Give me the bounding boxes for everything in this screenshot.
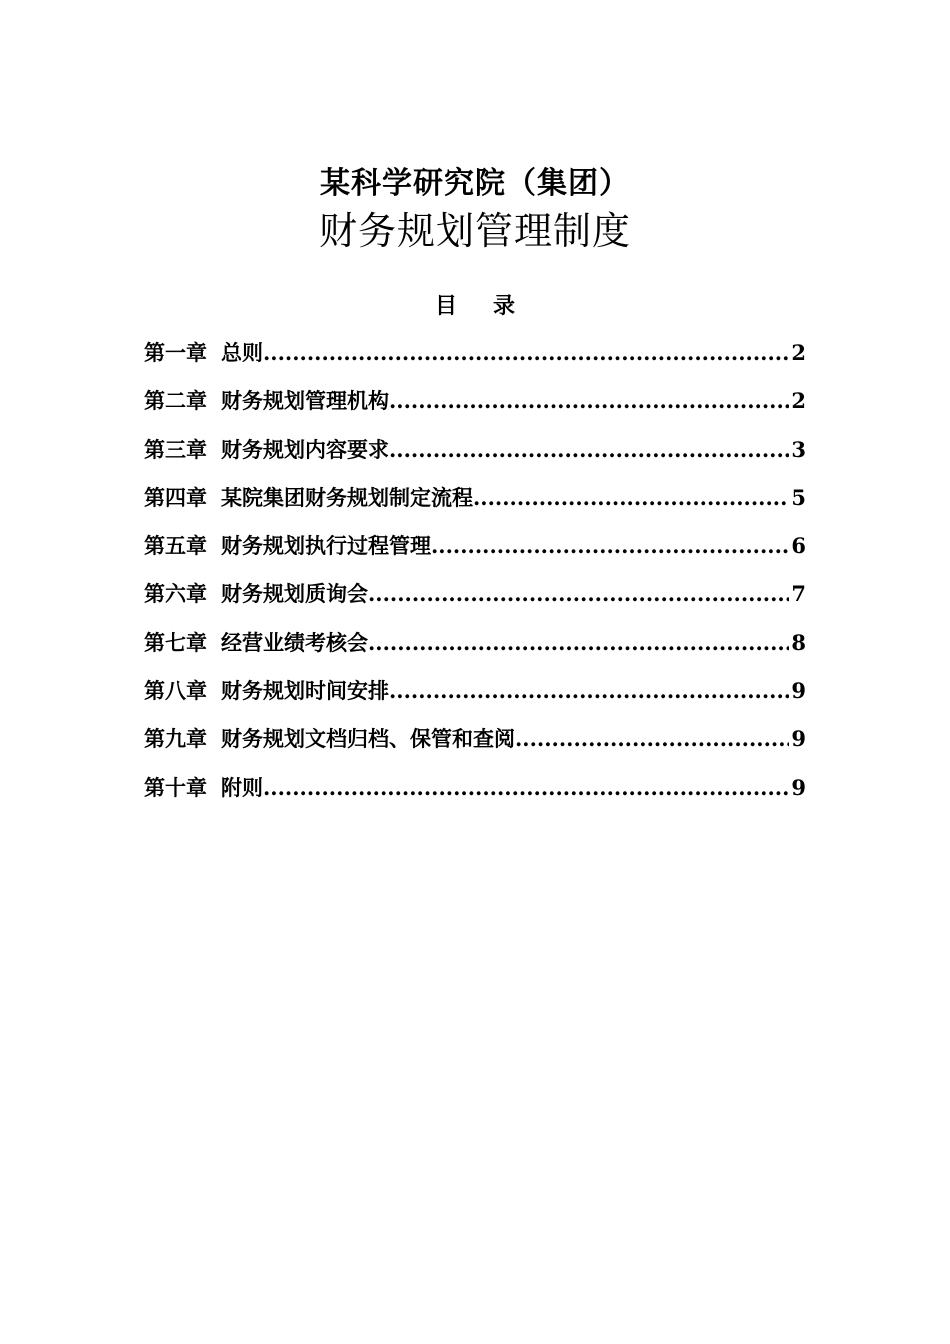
toc-page-number: 9	[791, 678, 806, 704]
toc-dot-leader	[263, 771, 789, 805]
toc-chapter-number: 第一章	[144, 340, 207, 365]
toc-dot-leader	[473, 481, 789, 515]
toc-chapter-number: 第十章	[144, 774, 207, 800]
toc-dot-leader	[389, 384, 789, 418]
toc-entry[interactable]	[144, 529, 806, 577]
toc-chapter-number: 第九章	[144, 726, 207, 752]
toc-entry[interactable]	[144, 626, 806, 674]
toc-dot-leader	[389, 674, 789, 708]
toc-dot-leader	[368, 626, 789, 660]
toc-page-number: 2	[791, 340, 806, 365]
table-of-contents	[144, 336, 806, 819]
toc-page-number: 5	[791, 484, 806, 510]
toc-dot-leader	[389, 433, 789, 467]
toc-page-number: 2	[791, 388, 806, 414]
toc-chapter-title: 总则	[221, 340, 263, 365]
toc-chapter-number: 第二章	[144, 388, 207, 414]
toc-dot-leader	[431, 529, 789, 563]
toc-chapter-title: 某院集团财务规划制定流程	[221, 484, 473, 510]
toc-entry[interactable]	[144, 674, 806, 722]
toc-chapter-title: 附则	[221, 774, 263, 800]
toc-page-number: 7	[791, 581, 806, 607]
toc-chapter-title: 财务规划内容要求	[221, 436, 389, 462]
toc-entry[interactable]	[144, 481, 806, 529]
toc-page-number: 9	[791, 726, 806, 752]
toc-chapter-number: 第五章	[144, 533, 207, 559]
toc-entry[interactable]	[144, 577, 806, 625]
toc-dot-leader	[515, 722, 789, 756]
toc-chapter-number: 第三章	[144, 436, 207, 462]
toc-chapter-title: 财务规划管理机构	[221, 388, 389, 414]
toc-page-number: 3	[791, 436, 806, 462]
toc-chapter-title: 财务规划质询会	[221, 581, 368, 607]
toc-chapter-title: 财务规划执行过程管理	[221, 533, 431, 559]
toc-chapter-number: 第七章	[144, 629, 207, 655]
toc-chapter-title: 经营业绩考核会	[221, 629, 368, 655]
organization-title: 某科学研究院（集团）	[320, 166, 630, 201]
toc-dot-leader	[368, 577, 789, 611]
toc-page-number: 6	[791, 533, 806, 559]
toc-page-number: 9	[791, 774, 806, 800]
toc-entry[interactable]	[144, 722, 806, 770]
toc-entry[interactable]	[144, 384, 806, 432]
document-title: 财务规划管理制度	[318, 209, 631, 253]
toc-chapter-number: 第四章	[144, 484, 207, 510]
toc-heading: 目录	[434, 293, 551, 319]
toc-chapter-number: 第八章	[144, 678, 207, 704]
toc-chapter-number: 第六章	[144, 581, 207, 607]
toc-chapter-title: 财务规划文档归档、保管和查阅	[221, 726, 515, 752]
toc-entry[interactable]	[144, 433, 806, 481]
toc-chapter-title: 财务规划时间安排	[221, 678, 389, 704]
toc-entry[interactable]	[144, 336, 806, 384]
toc-dot-leader	[263, 336, 789, 370]
toc-page-number: 8	[791, 629, 806, 655]
toc-entry[interactable]	[144, 771, 806, 819]
